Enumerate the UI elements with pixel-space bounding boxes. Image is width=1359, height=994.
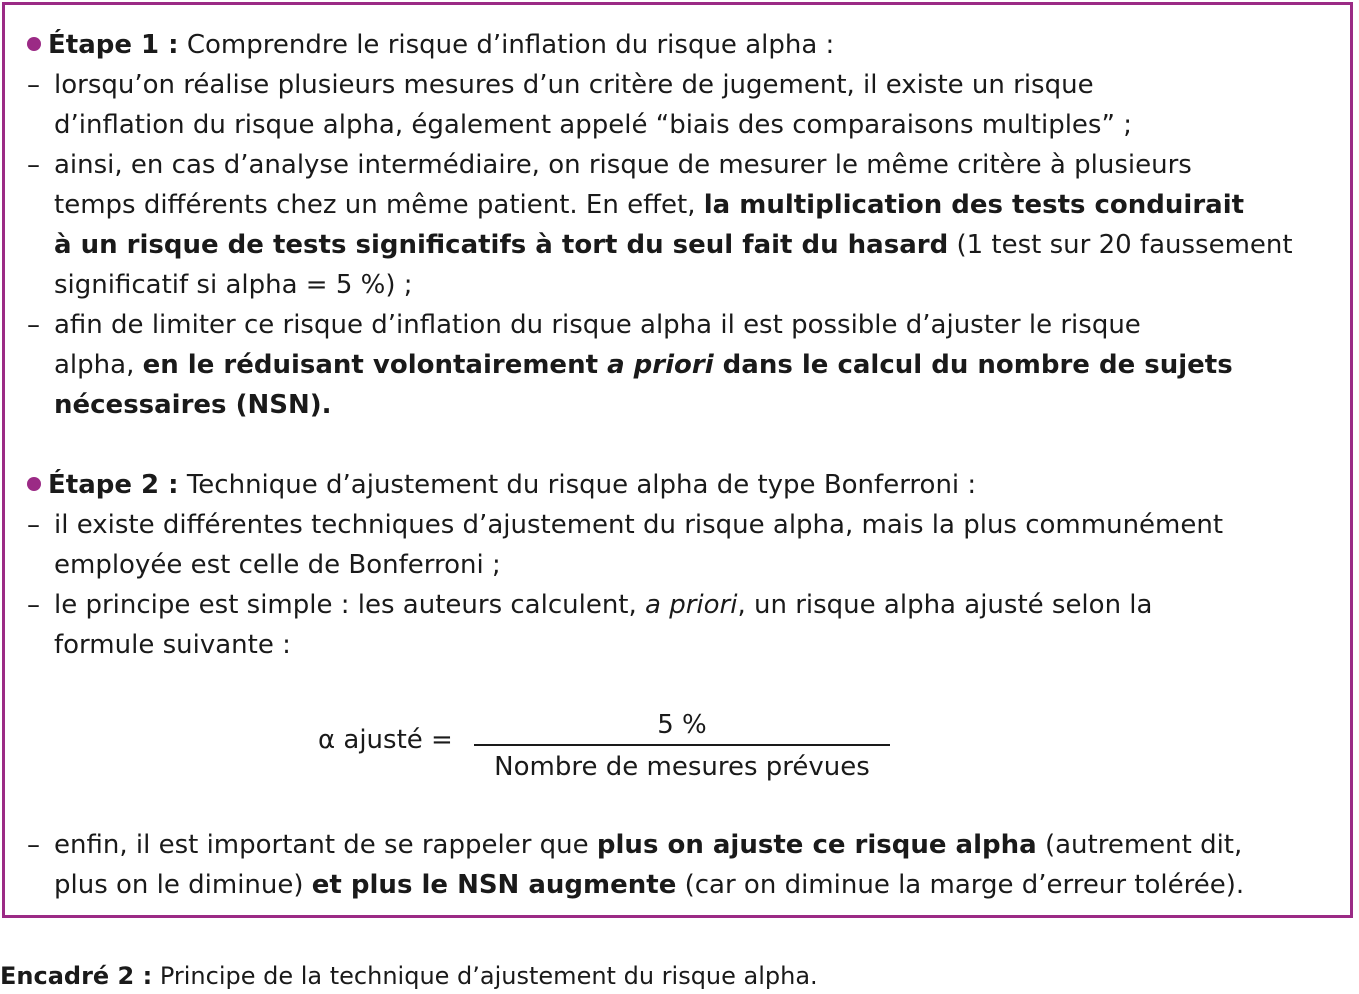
step2-title: Technique d’ajustement du risque alpha de type Bonferroni :	[178, 470, 977, 500]
step1-item2-line2	[54, 185, 1244, 225]
plain-text: plus on le diminue)	[54, 870, 312, 900]
step2-item3-line2	[54, 865, 1244, 905]
plain-text: temps différents chez un même patient. En effet,	[54, 190, 704, 220]
step1-item3-text-1: afin de limiter ce risque d’inflation du risque alpha il est possible d’ajuster le risque	[54, 310, 1141, 340]
dash: –	[27, 70, 40, 100]
fraction-bar	[474, 744, 890, 746]
step1-item1-line2: d’inflation du risque alpha, également appelé “biais des comparaisons multiples” ;	[54, 110, 1132, 140]
step2-item1-line1	[27, 505, 1224, 545]
plain-text: (car on diminue la marge d’erreur tolérée).	[676, 870, 1245, 900]
bold-text: la multiplication des tests conduirait	[703, 190, 1245, 220]
step2-label: Étape 2 :	[48, 470, 179, 500]
bold-italic-text: a priori	[607, 350, 714, 380]
step1-item3-line1	[27, 305, 1141, 345]
bullet-icon	[27, 37, 41, 51]
step1-item2-line4: significatif si alpha = 5 %) ;	[54, 270, 413, 300]
dash: –	[27, 830, 40, 860]
caption-text: Principe de la technique d’ajustement du risque alpha.	[152, 962, 818, 990]
step2-item2-line1	[27, 585, 1153, 625]
step1-item3-line3	[54, 385, 331, 425]
formula-numerator: 5 %	[657, 710, 707, 740]
step1-item1-text-1: lorsqu’on réalise plusieurs mesures d’un critère de jugement, il existe un risque	[54, 70, 1094, 100]
plain-text: (autrement dit,	[1036, 830, 1243, 860]
plain-text: , un risque alpha ajusté selon la	[737, 590, 1153, 620]
plain-text: alpha,	[54, 350, 143, 380]
step1-item3-line2	[54, 345, 1233, 385]
step1-item2-line1	[27, 145, 1192, 185]
dash: –	[27, 310, 40, 340]
step2-item1-text-1: il existe différentes techniques d’ajustement du risque alpha, mais la plus communément	[54, 510, 1224, 540]
bold-text: plus on ajuste ce risque alpha	[596, 830, 1037, 860]
step1-heading	[27, 25, 834, 65]
dash: –	[27, 590, 40, 620]
italic-text: a priori	[645, 590, 738, 620]
formula-denominator: Nombre de mesures prévues	[494, 752, 870, 782]
plain-text: (1 test sur 20 faussement	[948, 230, 1293, 260]
bold-text: dans le calcul du nombre de sujets	[713, 350, 1233, 380]
dash: –	[27, 510, 40, 540]
step1-item1-line1	[27, 65, 1094, 105]
step2-item3-line1	[27, 825, 1243, 865]
step2-item2-line2: formule suivante :	[54, 630, 291, 660]
step2-item1-line2: employée est celle de Bonferroni ;	[54, 550, 501, 580]
bullet-icon	[27, 477, 41, 491]
bold-text: en le réduisant volontairement	[142, 350, 608, 380]
step1-label: Étape 1 :	[48, 30, 179, 60]
encadre-box	[2, 2, 1353, 918]
plain-text: enfin, il est important de se rappeler que	[54, 830, 597, 860]
figure-caption	[0, 958, 818, 994]
step1-title: Comprendre le risque d’inflation du risque alpha :	[178, 30, 835, 60]
dash: –	[27, 150, 40, 180]
step2-heading	[27, 465, 976, 505]
bold-text: et plus le NSN augmente	[311, 870, 677, 900]
bold-text: à un risque de tests significatifs à tort du seul fait du hasard	[54, 230, 949, 260]
step1-item2-text-1: ainsi, en cas d’analyse intermédiaire, on risque de mesurer le même critère à plusieurs	[54, 150, 1192, 180]
formula-lhs: α ajusté =	[318, 725, 453, 755]
step2-item2-text-1	[54, 585, 1152, 625]
bold-text: nécessaires (NSN).	[54, 390, 332, 420]
plain-text: le principe est simple : les auteurs calculent,	[54, 590, 646, 620]
caption-label: Encadré 2 :	[0, 962, 153, 990]
step2-item3-text-1	[54, 825, 1242, 865]
step1-item2-line3	[54, 225, 1293, 265]
